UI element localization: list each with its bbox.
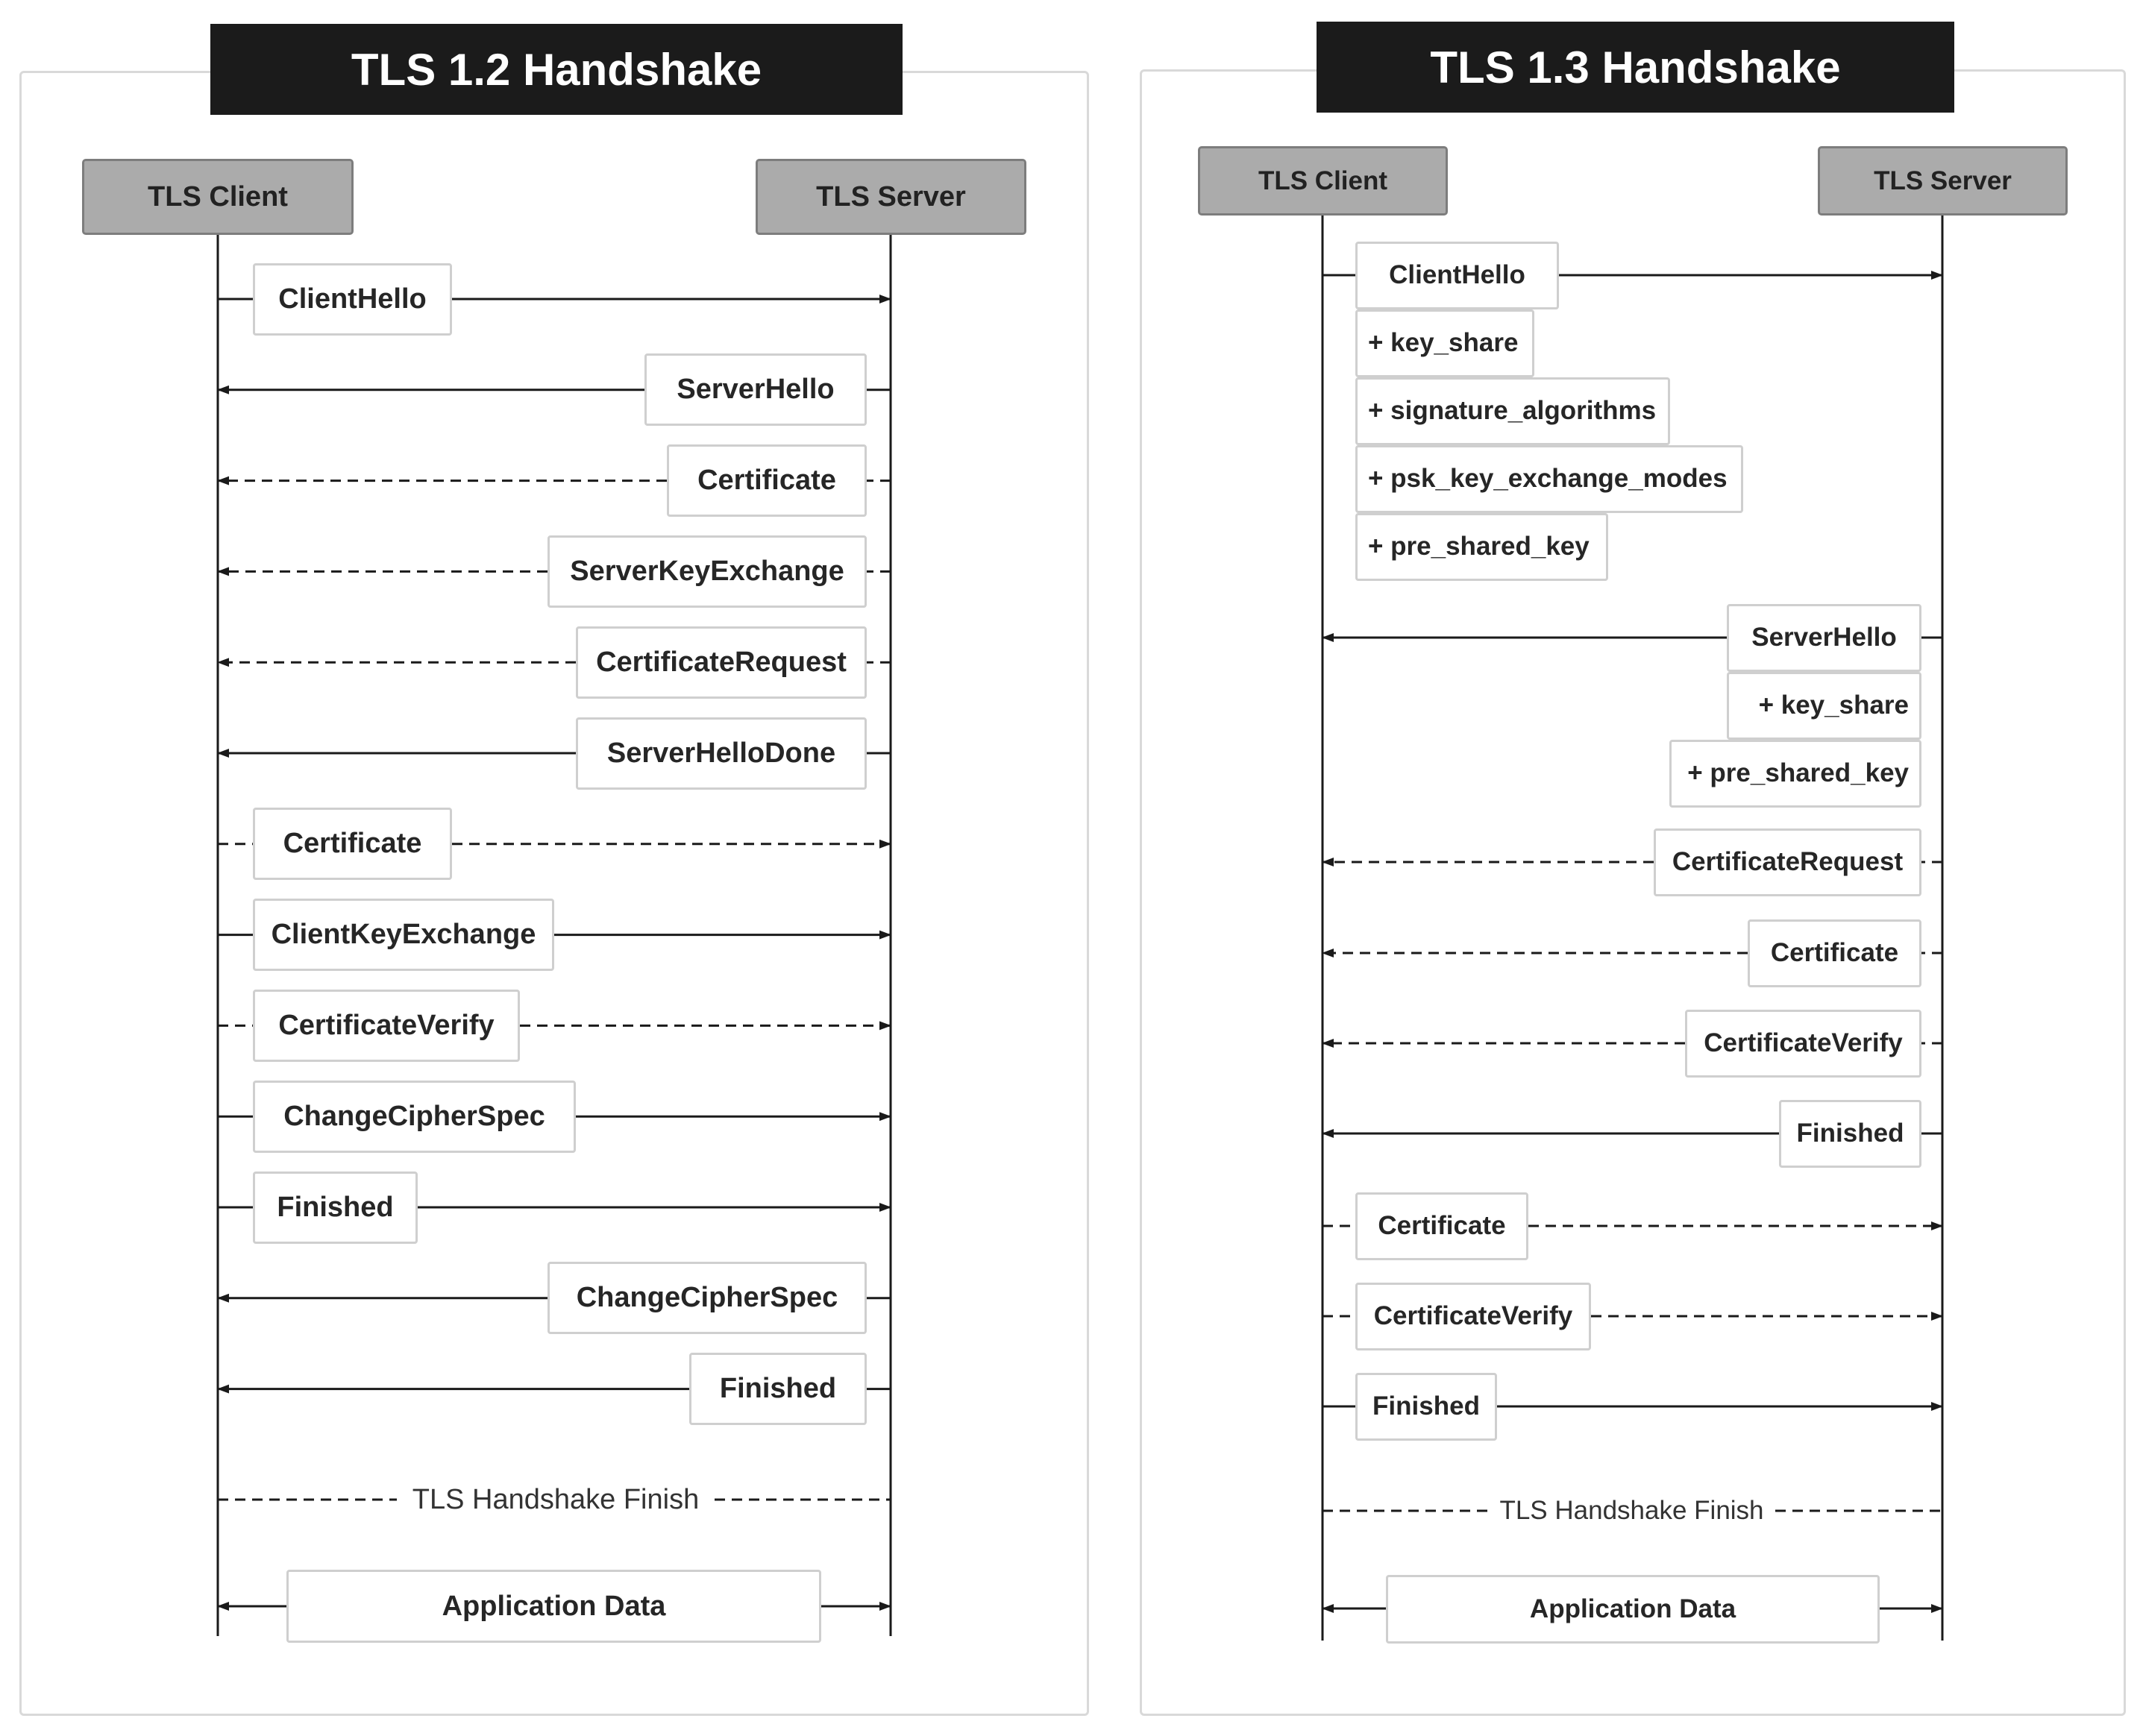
tls12-application-data: Application Data — [286, 1570, 821, 1643]
tls12-msg-certificaterequest-4: CertificateRequest — [576, 626, 867, 699]
tls12-msg-serverhello-1: ServerHello — [644, 353, 867, 426]
tls12-handshake-finish: TLS Handshake Finish — [399, 1480, 712, 1519]
tls12-msg-certificateverify-8: CertificateVerify — [253, 990, 520, 1062]
tls12-title: TLS 1.2 Handshake — [210, 24, 903, 115]
tls12-msg-certificate-2: Certificate — [667, 444, 867, 517]
tls12-msg-changecipherspec-9: ChangeCipherSpec — [253, 1081, 576, 1153]
tls12-msg-serverkeyexchange-3: ServerKeyExchange — [547, 535, 867, 608]
tls13-msg-certificateverify-2: CertificateVerify — [1685, 1010, 1921, 1078]
tls12-msg-changecipherspec-11: ChangeCipherSpec — [547, 1262, 867, 1334]
tls13-clienthello-ext-3: + pre_shared_key — [1355, 513, 1608, 581]
tls13-clienthello-ext-0: + key_share — [1355, 309, 1534, 377]
tls12-msg-certificate-6: Certificate — [253, 808, 452, 880]
tls13-msg-certificate-1: Certificate — [1748, 919, 1921, 987]
tls13-msg-finished-3: Finished — [1779, 1100, 1921, 1168]
tls13-serverhello-ext-1: + pre_shared_key — [1669, 740, 1921, 808]
tls13-handshake-finish: TLS Handshake Finish — [1490, 1492, 1773, 1529]
tls12-msg-clientkeyexchange-7: ClientKeyExchange — [253, 899, 554, 971]
tls12-msg-serverhellodone-5: ServerHelloDone — [576, 717, 867, 790]
tls13-client-actor: TLS Client — [1198, 146, 1448, 216]
tls13-clienthello-ext-2: + psk_key_exchange_modes — [1355, 445, 1743, 513]
tls13-msg-clienthello: ClientHello — [1355, 242, 1559, 309]
tls12-msg-clienthello-0: ClientHello — [253, 263, 452, 336]
tls12-client-actor: TLS Client — [82, 159, 354, 235]
tls13-application-data: Application Data — [1386, 1575, 1880, 1644]
tls12-msg-finished-12: Finished — [689, 1353, 867, 1425]
tls13-msg-serverhello: ServerHello — [1727, 604, 1921, 672]
tls12-server-actor: TLS Server — [756, 159, 1026, 235]
tls13-server-actor: TLS Server — [1818, 146, 2068, 216]
tls13-serverhello-ext-0: + key_share — [1727, 672, 1921, 740]
tls13-msg-finished-6: Finished — [1355, 1373, 1497, 1441]
tls13-msg-certificate-4: Certificate — [1355, 1192, 1528, 1260]
tls12-msg-finished-10: Finished — [253, 1172, 418, 1244]
tls13-msg-certificateverify-5: CertificateVerify — [1355, 1283, 1591, 1350]
tls13-clienthello-ext-1: + signature_algorithms — [1355, 377, 1670, 445]
tls13-msg-certificaterequest-0: CertificateRequest — [1654, 828, 1921, 896]
tls13-title: TLS 1.3 Handshake — [1317, 22, 1954, 113]
